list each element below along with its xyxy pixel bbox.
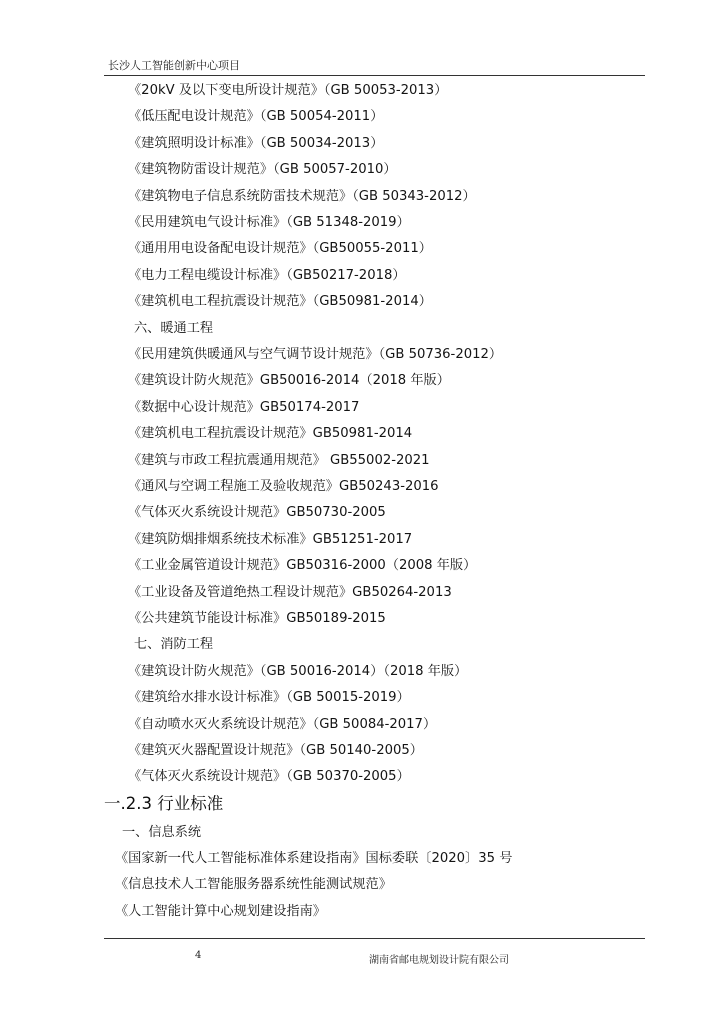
standard-item: 《20kV 及以下变电所设计规范》（GB 50053-2013） [128,83,448,98]
standard-item: 《工业设备及管道绝热工程设计规范》GB50264-2013 [128,584,452,600]
standard-item: 《数据中心设计规范》GB50174-2017 [128,399,360,415]
subsection-title: 一、信息系统 [122,825,202,840]
standard-item: 《电力工程电缆设计标准》（GB50217-2018） [128,267,406,283]
standard-item: 《气体灭火系统设计规范》（GB 50370-2005） [128,769,410,785]
footer-divider [104,938,645,939]
running-header: 长沙人工智能创新中心项目 [108,59,240,72]
footer-organization: 湖南省邮电规划设计院有限公司 [369,955,509,966]
standard-item: 《国家新一代人工智能标准体系建设指南》国标委联〔2020〕35 号 [115,851,513,867]
standard-item: 《建筑与市政工程抗震通用规范》 GB55002-2021 [128,452,430,468]
standard-item: 《通用用电设备配电设计规范》（GB50055-2011） [128,241,432,257]
standard-item: 《信息技术人工智能服务器系统性能测试规范》 [115,877,392,893]
standard-item: 《建筑灭火器配置设计规范》（GB 50140-2005） [128,743,423,758]
subsection-title: 六、暖通工程 [134,320,214,336]
standard-item: 《民用建筑电气设计标准》（GB 51348-2019） [128,215,410,230]
standard-item: 《建筑设计防火规范》GB50016-2014（2018 年版） [128,373,450,389]
standard-item: 《通风与空调工程施工及验收规范》GB50243-2016 [128,479,439,494]
standard-item: 《民用建筑供暖通风与空气调节设计规范》（GB 50736-2012） [128,347,503,362]
standard-item: 《工业金属管道设计规范》GB50316-2000（2008 年版） [128,558,477,574]
standard-item: 《建筑物电子信息系统防雷技术规范》（GB 50343-2012） [128,188,476,204]
standard-item: 《气体灭火系统设计规范》GB50730-2005 [128,505,386,521]
section-heading: 一.2.3 行业标准 [104,794,224,813]
standard-item: 《建筑设计防火规范》（GB 50016-2014）（2018 年版） [128,663,468,679]
header-divider [104,75,645,76]
standard-item: 《建筑机电工程抗震设计规范》GB50981-2014 [128,426,413,442]
standard-item: 《公共建筑节能设计标准》GB50189-2015 [128,611,386,626]
standard-item: 《建筑防烟排烟系统技术标准》GB51251-2017 [128,531,413,547]
page-number: 4 [195,950,202,961]
standard-item: 《建筑机电工程抗震设计规范》（GB50981-2014） [128,294,432,310]
standard-item: 《低压配电设计规范》（GB 50054-2011） [128,109,384,125]
standard-item: 《人工智能计算中心规划建设指南》 [115,903,326,919]
standard-item: 《自动喷水灭火系统设计规范》（GB 50084-2017） [128,716,437,732]
subsection-title: 七、消防工程 [134,637,214,653]
standard-item: 《建筑照明设计标准》（GB 50034-2013） [128,135,384,151]
standard-item: 《建筑物防雷设计规范》（GB 50057-2010） [128,162,397,178]
standard-item: 《建筑给水排水设计标准》（GB 50015-2019） [128,690,410,706]
